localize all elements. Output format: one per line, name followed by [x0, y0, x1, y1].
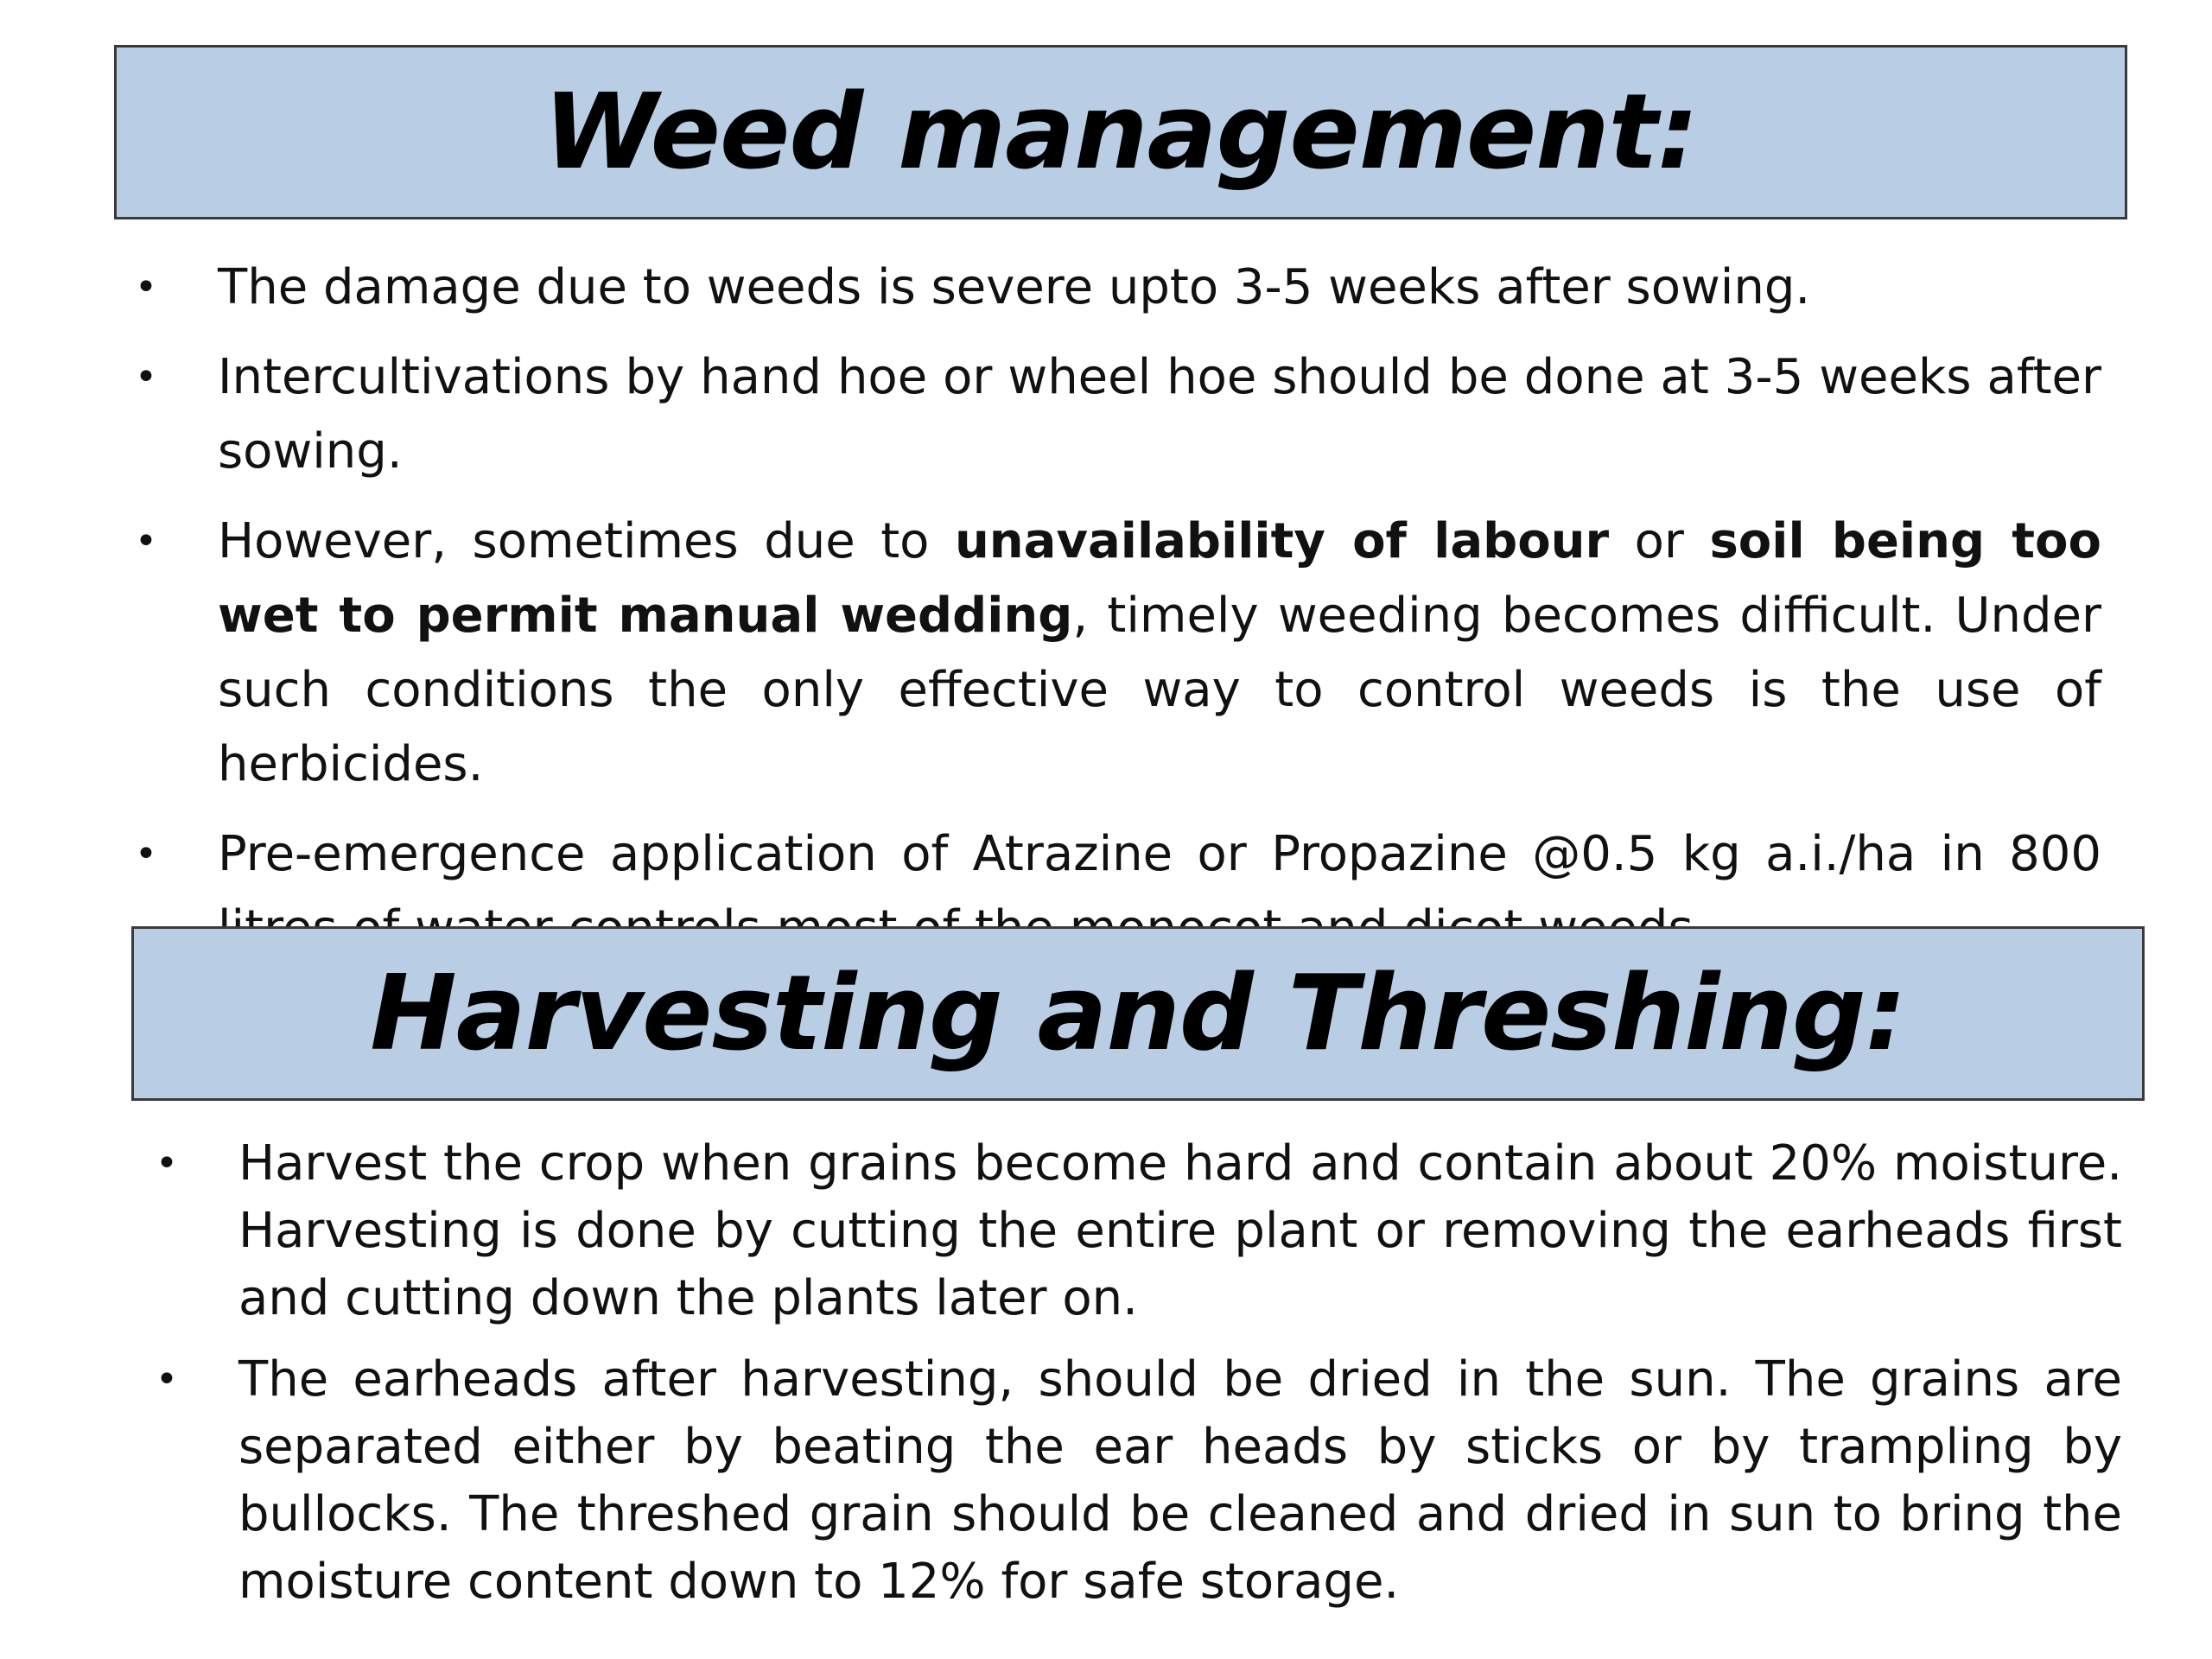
weed-bullet-3-text-part1: However, sometimes due to: [218, 513, 955, 569]
weed-bullet-1-text: The damage due to weeds is severe upto 3-5 weeks after sowing.: [218, 259, 1811, 315]
weed-bullet-3-text-part2: or: [1609, 513, 1710, 569]
weed-management-list: [135, 251, 2102, 982]
harvesting-threshing-heading-box: [131, 926, 2145, 1101]
weed-bullet-2-text: Intercultivations by hand hoe or wheel hoe should be done at 3-5 weeks after sowing.: [218, 349, 2101, 480]
weed-management-heading-box: [114, 45, 2127, 219]
list-item: [135, 505, 2102, 802]
list-item: [135, 340, 2101, 489]
weed-bullet-3-text-part3: , timely weeding becomes difficult. Under such conditions the only effective way to control weeds is the use of herbicides.: [218, 588, 2101, 792]
bullet-dot: •: [135, 832, 157, 876]
harvesting-threshing-title: Harvesting and Threshing:: [370, 953, 1906, 1074]
bullet-dot: •: [135, 355, 157, 399]
bullet-dot: •: [135, 519, 157, 563]
harvesting-threshing-list: [156, 1130, 2122, 1630]
harvest-bullet-1-text: Harvest the crop when grains become hard and contain about 20% moisture. Harvesting is done by cutting the entire plant or removing the earheads first and cutting down the plants later on.: [238, 1135, 2122, 1326]
bullet-dot: •: [156, 1357, 178, 1402]
list-item: [156, 1130, 2122, 1332]
harvest-bullet-2-text: The earheads after harvesting, should be dried in the sun. The grains are separated either by beating the ear heads by sticks or by trampling by bullocks. The threshed grain should be cleaned and dried in sun to bring the moisture content down to 12% for safe storage.: [238, 1351, 2122, 1610]
weed-management-title: Weed management:: [543, 72, 1699, 193]
weed-bullet-4-text: Pre-emergence application of Atrazine or Propazine @0.5 kg a.i./ha in 800: [218, 826, 2101, 882]
bullet-dot: •: [135, 265, 157, 309]
weed-bullet-3-bold1: unavailability of labour: [954, 513, 1610, 569]
weed-bullet-3-bold2: soil being too wet to permit manual wedding: [218, 513, 2102, 644]
list-item: [135, 251, 2101, 325]
bullet-dot: •: [156, 1141, 178, 1185]
list-item: [156, 1346, 2122, 1616]
